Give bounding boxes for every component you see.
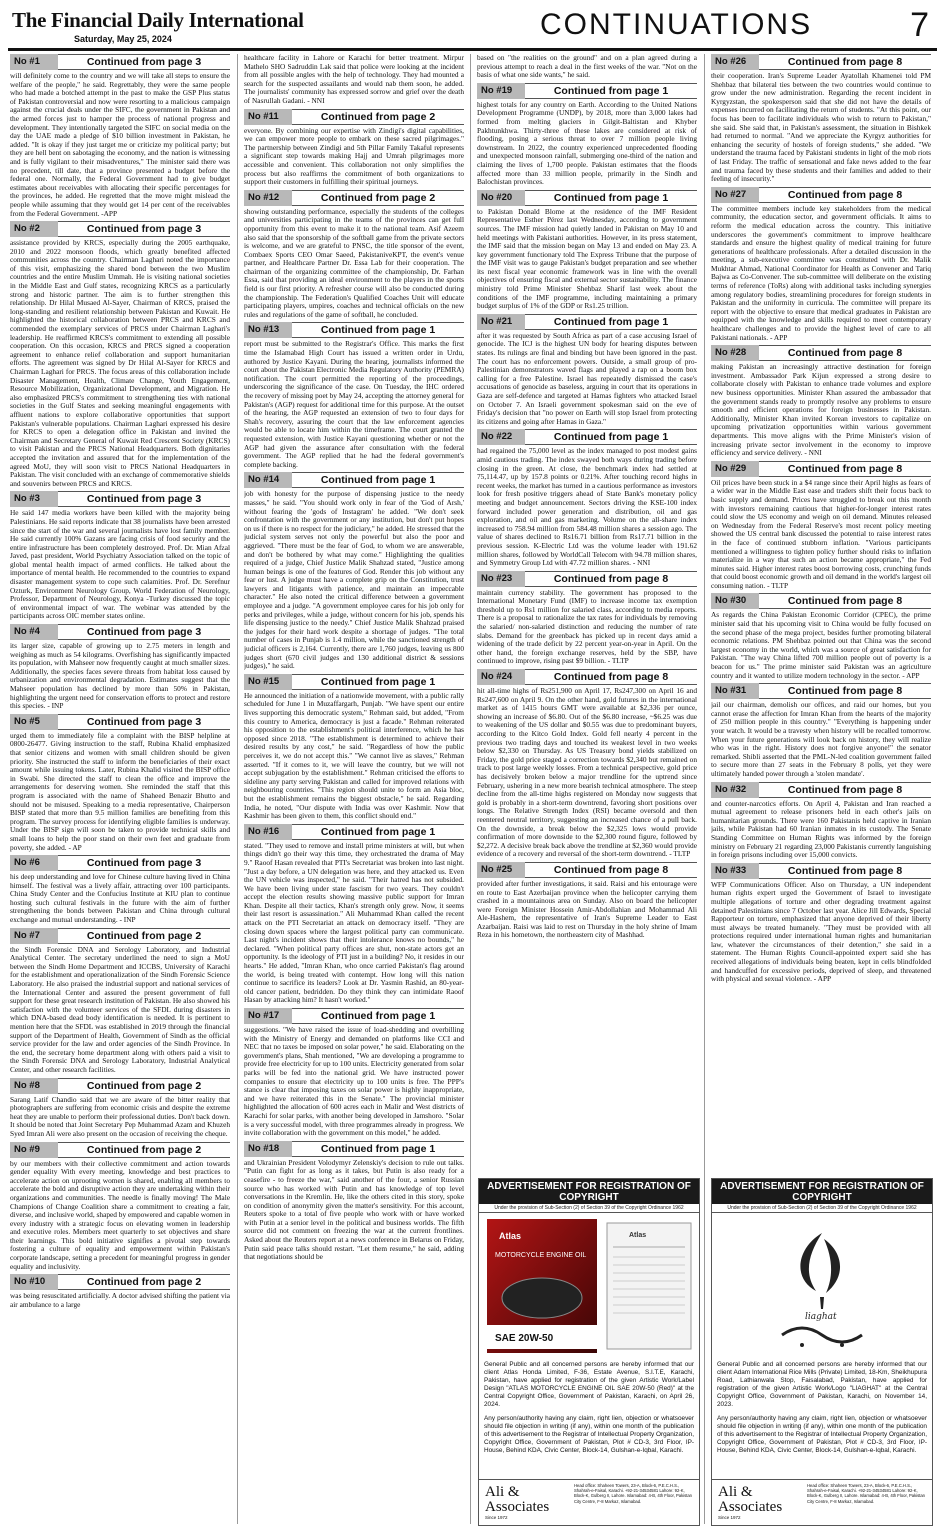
item-number: No #27 [711, 187, 759, 203]
article-text: hit all-time highs of Rs251,900 on April 17, Rs247,300 on April 16 and Rs247,600 on April 9. On the other hand, gold futures in the international market as of 1415 hours GMT were available at $2,336 per ounce, showing an increase of $6.80. Out of the $6.80 increase, ~$6.25 was due to weakening of the US dollar and $0.55 was due to predominant buyers, according to the Kitco Gold Index. Gold fell nearly 4 percent in the previous two trading days and touched its weakest level in two weeks below $2,330 on Thursday. As US Treasury bond yields stabilized on Friday, the gold price staged a correction towards $2,340 but remained on track to post large weekly losses. From a technical perspective, gold price has decisively broken below a major trendline for the uptrend since February, ushering in a new more bearish technical atmosphere. The steep decline from the all-time highs registered on Monday now suggests that gold is probably in a short-term downtrend, favoring short positions over longs. The Relative Strength Index (RSI) became oversold and then reentered neutral territory, suggesting an increased chance of a pull back. On the downside, a break below the $2,325 lows would provide confirmation of more downside to the $2,300 round figure, followed by $2,272. A decisive break back above the trendline at $2,360 would provide evidence of a recovery and reversal of the short-term downtrend. - TLTP [477, 686, 697, 859]
item-number: No #22 [477, 429, 525, 445]
article-text: As regards the China Pakistan Economic Corridor (CPEC), the prime minister said that his upcoming visit to China would be fully focused on the second phase of the mega project, besides further promoting bilateral economic relations. PM Shehbaz pointed out that China was the second largest economy in the world, which was a source of great satisfaction for Pakistan. "The way China lifted 700 million people out of poverty is a beacon for us." The prime minister said Pakistan was an agriculture country and it wanted to utilize modern technology in the sector. - APP [711, 610, 931, 680]
continuation-item [477, 314, 697, 427]
article-text: will definitely come to the country and we will take all steps to ensure the welfare of the people," he said. Regrettably, they were the same people who had made a botched attempt in the past to make the GSP Plus status of Pakistan controversial and now were resorting to a malicious campaign against the crucial deals under the SIFC, the government in Pakistan and the armed forces just to hamper the process of national progress and development. They intentionally targeted the SIFC on social media on the day the UAE made a pledge of $10 billion investment in Pakistan, he added. "It is okay if they just target me or criticize my political party; but they are hell bent on sabotaging the economy, and the nation is witnessing and is fully vigilant to their misadventures," The minister said there was no precedent, till date, that a province presented a budget before the federal one. Normally, the Federal Government had to give budget estimates about receivables with allocating their specific percentages for the provinces, he added. He regretted that the move might mislead the people while assuming that they would get 14 per cent of the receivables from the Federal Government. -APP [10, 71, 230, 218]
item-number: No #18 [244, 1141, 292, 1157]
continuation-header [244, 1141, 464, 1157]
continuation-header [10, 1078, 230, 1094]
continuation-header [10, 54, 230, 70]
continued-from-label: Continued from page 3 [58, 221, 230, 237]
continuation-item [711, 461, 931, 591]
article-text: and Ukrainian President Volodymyr Zelenskiy's decision to rule out talks. "Putin can fight for as long as it takes, but Putin is also ready for a ceasefire - to freeze the war," said another of the four, a senior Russian source who has worked with Putin and has knowledge of top level conversations in the Kremlin. He, like the others cited in this story, spoke on condition of anonymity given the matter's sensitivity. For this account, Reuters spoke to a total of five people who work with or have worked with Putin at a senior level in the political and business worlds. The fifth source did not comment on freezing the war at the current frontlines. Asked about the Reuters report at a news conference in Belarus on Friday, Putin said peace talks should restart. "Let them resume," he said, adding that negotiations should be [244, 1157, 464, 1262]
continuation-item [10, 221, 230, 488]
continued-from-label: Continued from page 8 [525, 862, 697, 878]
continuation-header [477, 862, 697, 878]
continuation-header [10, 491, 230, 507]
item-number: No #19 [477, 83, 525, 99]
article-text: had regained the 75,000 level as the index managed to post modest gains amid cautious trading. The index swayed both ways during trading before closing in the green. At close, the benchmark index had settled at 75,114.47, up by 157.8 points or 0.21%. After touching record highs in recent weeks, the market has turned in a cautious performance as investors look for fresh positive triggers ahead of State Bank's monetary policy meeting and budget announcement. Sectors driving the KSE-100 index forward included power generation and distribution, oil and gas exploration, and oil and gas marketing. Volume on the all-share index increased to 758.94 million from 584.48 million shares a session ago. The value of shares declined to Rs16.71 billion from Rs17.71 billion in the previous session. K-Electric Ltd was the volume leader with 191.62 million shares, followed by WorldCall Telecom with 94.78 million shares, and Symmetry Group Ltd with 47.72 million shares. - NNI [477, 446, 697, 568]
continued-from-label: Continued from page 1 [292, 322, 464, 338]
article-text: WFP Communications Officer. Also on Thursday, a UN independent human rights expert urged the Government of Israel to investigate multiple allegations of torture and other degrading treatment against detained Palestinians since 7 October last year. Alice Jill Edwards, Special Rapporteur on torture, emphasized that anyone deprived of their liberty must always be treated humanely. "They must be provided with all protections required under international human rights and humanitarian law, whatever the circumstances of their detention," she said in a statement. The Human Rights Council-appointed expert said she has received allegations of individuals being beaten, kept in cells blindfolded and handcuffed for excessive periods, deprived of sleep, and threatened with physical and sexual violence. - APP [711, 879, 931, 984]
continuation-item [244, 190, 464, 320]
article-text: urged them to immediately file a complaint with the BISP helpline at 0800-26477. Giving instruction to the staff, Rubina Khalid emphasized that senior citizens and women with small children should be given priority. She instructed the staff to inform the beneficiaries of their exact amount while issuing tokens. Later, Rubina Khalid visited the BISP office in Swabi. She directed the staff to clean the office and improve the arrangements for deserving women. She reminded the staff that this program is associated with the name of Shaheed Benazir Bhutto and should not be misused. Speaking to a media representative, Chairperson BISP stated that more than 9.5 million families are benefiting from this program. The survey process for identifying eligible families is underway. Under the BISP sign will soon be taken to provide technical skills and small loans to help the poor stand on their own feet and graduate from poverty, she added. - AP [10, 730, 230, 852]
item-number: No #5 [10, 714, 58, 730]
continued-from-label: Continued from page 2 [292, 109, 464, 125]
item-number: No #33 [711, 863, 759, 879]
continuation-item [10, 54, 230, 218]
continuation-item [711, 345, 931, 458]
advertiser-name-2: Associates [485, 1499, 550, 1515]
article-text: The committee members include key stakeholders from the medical community, the education sector, and government officials. It aims to reform the medical education across the country. This initiative underscores the government's commitment to improve healthcare standards and ensure the highest quality of medical training for future generations of healthcare professionals. After a detailed discussion in the meeting, a sub-executive committee was constituted with Dr. Malik Mukhtar Ahmad, National Coordinator for Health as Convener and Tariq Bajwa as Co-Convener. The sub-committee will deliberate on the existing terms of reference (ToRs) along with additional tasks including synergies among regulatory bodies, streamlining procedures for foreign students in Pakistan and the uniformity in curricula. The committee will prepare its report with the objective to ensure that medical graduates in Pakistan are equipped with the knowledge and skills required to meet contemporary healthcare challenges and to provide the highest level of care to all Pakistani nationals. - APP [711, 203, 931, 342]
masthead [8, 6, 937, 46]
advertiser-footer [479, 1479, 699, 1525]
article-text: He announced the initiation of a nationwide movement, with a public rally scheduled for June 1 in Muzaffargarh, Punjab. "We have spent our entire lives supporting this democratic system," Rehman said, but added, "From this country to America, democracy is just a facade." Rehman reiterated his opposition to the establishment's political interference, which he has opposed since 2018. "The establishment is determined to achieve their desired results by any cost," he said. "Regardless of how the public perceives it, we do not accept this." "We cannot live as slaves," Rehman asserted. "If it comes to it, we will leave the country, but we will not accept subjugation by the establishment." Rehman criticised the efforts to sideline any party serving Pakistan and called for improved relations with neighbouring countries. "This region should unite to form an Asia bloc, but the establishment remains the biggest obstacle," he said. Regarding India, he noted, "Our dispute with India was over Kashmir. Now that Kashmir has been given to them, this conflict should end." [244, 690, 464, 821]
article-text: jail our chairman, demolish our offices, and raid our homes, but you cannot erase the affection for Imran Khan from the hearts of the majority of 250 million people in this country." "Everything is happening under your watch. It would be a travesty when history will be recalled tomorrow. When your future generations will look back on history, they will realize who was in the right. History does not forgive anyone!" the senator remarked. Shibli asserted that the PML-N-led coalition government failed to secure more than 27 seats in the February 8 polls, yet they were ultimately handed power through a 'stolen mandate'. [711, 700, 931, 778]
advertiser-since: Since 1972 [718, 1515, 741, 1520]
article-text: their cooperation. Iran's Supreme Leader Ayatollah Khamenei told PM Shehbaz that bilateral ties between the two countries would continue to grow under the new administration. Regarding the recent incident in Kyrgyzstan, the spokesperson said that she did not have the details of expenses incurred on facilitating the return of students. "At this point, our focus has been to facilitate individuals who wish to return to Pakistan," she said. She said that, in Pakistan's assessment, the situation in Bishkek had returned to normal. "And we appreciate the Kyrgyz authorities for enhancing the security of hostels of foreign students," she added. "We understand the trauma faced by Pakistani students in light of the mob riots of last Friday. The traffic of sensational and fake news added to the fear and trauma faced by these students and their families and added to their feeling of insecurity." [711, 71, 931, 184]
item-number: No #21 [477, 314, 525, 330]
continuation-header [711, 187, 931, 203]
continuation-item [711, 593, 931, 680]
continuation-header [10, 855, 230, 871]
article-text: making Pakistan an increasingly attractive destination for foreign investment. Ambassador Park Kijun expressed a strong desire to collaborate closely with Pakistan to enhance trade volumes and explore new business opportunities. Minister Khan assured the ambassador that the government stands ready to promptly resolve any problems to ensure smooth and efficient operations for foreign businesses in Pakistan. Additionally, Minister Khan invited Korean investors to capitalize on upcoming privatization opportunities within various government departments. This move aligns with the Prime Minister's vision of increasing private sector involvement in the economy to improve efficiency and service delivery. - NNI [711, 362, 931, 458]
engine-oil-label-image [479, 1213, 699, 1358]
article-text: his deep understanding and love for Chinese culture having lived in China himself. The festival was a lively affair, attracting over 100 participants. China Study Center and the Confucius Institute at KIU plan to continue hosting such cultural festivals in the future with the aim of further strengthening the bonds between Pakistan and China through cultural exchange and mutual understanding. - INP [10, 872, 230, 925]
continued-from-label: Continued from page 2 [58, 1274, 230, 1290]
continuation-header [477, 429, 697, 445]
item-number: No #17 [244, 1008, 292, 1024]
continuation-header [244, 472, 464, 488]
continuation-header [711, 593, 931, 609]
ad-subtitle: Under the provision of Sub-Section (2) of Section 39 of the Copyright Ordinance 1962 [712, 1204, 932, 1213]
continuation-item [477, 429, 697, 567]
continued-from-label: Continued from page 8 [759, 863, 931, 879]
column-1 [10, 54, 230, 1526]
item-number: No #14 [244, 472, 292, 488]
continued-from-label: Continued from page 3 [58, 624, 230, 640]
continuation-item [477, 54, 697, 80]
page-number: 7 [910, 6, 929, 44]
continued-from-label: Continued from page 1 [292, 472, 464, 488]
article-text: everyone. By combining our expertise with Zindigi's digital capabilities, we can empower more people to embark on these sacred pilgrimages." The partnership between Zindigi and 5th Pillar Family Takaful represents a significant step towards making Hajj and Umrah pilgrimages more accessible and convenient. This collaboration not only simplifies the process but also reaffirms the commitment of both organizations to support their customers in fulfilling their spiritual journeys. [244, 125, 464, 187]
continuation-item [477, 190, 697, 311]
continuation-item [711, 782, 931, 860]
continued-from-label: Continued from page 8 [759, 782, 931, 798]
continuation-header [244, 824, 464, 840]
ad-notice: General Public and all concerned persons are hereby informed that our client Adam International Rice Mills (Private) Limited, 18-Km, Sheikhupura Road, Lathianwala Stop, Faisalabad, Pakistan, have applied for registration of the given Artistic Work/Logo "LIAGHAT" at the Central Copyright Office, Government of Pakistan, Karachi, on November 14, 2023. [717, 1361, 927, 1408]
atlas-brand-back: Atlas [629, 1232, 647, 1239]
advertiser-address: Head office: Shaheen Towers, 23-A, Block-6, P.E.C.H.S., Shahrah-e-Faisal, Karachi. +92-21-34534581 Lahore: 92-K, Block-K, Gulberg II, Lahore. Islamabad: 4-B, 4th Floor, Pakistan City Centre, F-8 Markaz, Islamabad. [807, 1483, 926, 1504]
item-number: No #24 [477, 669, 525, 685]
continuation-item [244, 322, 464, 469]
continuation-header [244, 190, 464, 206]
column-2 [244, 54, 464, 1526]
article-text: healthcare facility in Lahore or Karachi for better treatment. Mirpur Mathelo SHO Sadruddin Lak said that police were looking at the incident from all possible angles with the help of technology. They had mounted a search for the suspected assailants and would nab them soon, he added. The journalists' community has expressed sorrow and grief over the death of Nasrullah Gadani. - NNI [244, 54, 464, 105]
item-number: No #32 [711, 782, 759, 798]
advertiser-name-2: Associates [718, 1499, 783, 1515]
copyright-ad-atlas [478, 1178, 700, 1526]
continuation-item [477, 669, 697, 859]
ad-title: ADVERTISEMENT FOR REGISTRATION OF COPYRIGHT [712, 1179, 932, 1204]
advertiser-name-1: Ali & [485, 1484, 520, 1500]
continued-from-label: Continued from page 3 [58, 54, 230, 70]
copyright-ad-liaghat [711, 1178, 933, 1526]
ad-notice: General Public and all concerned persons are hereby informed that our client Atlas Honda Limited, F-36, Estate Avenue, S.I.T.E, Karachi, Pakistan, have applied for registration of the given Artistic Work/Label Design "ATLAS MOTORCYCLE ENGINE OIL SAE 20W-50 (Red)" at the Central Copyright Office, Government of Pakistan, Karachi, on April 26, 2024. [484, 1361, 694, 1408]
advertiser-logo [479, 1480, 571, 1525]
continuation-header [477, 83, 697, 99]
continuation-header [10, 714, 230, 730]
item-number: No #25 [477, 862, 525, 878]
item-number: No #16 [244, 824, 292, 840]
continuation-header [711, 461, 931, 477]
continued-from-label: Continued from page 3 [58, 714, 230, 730]
article-text: was being resuscitated artificially. A doctor advised shifting the patient via air ambulance to a large [10, 1291, 230, 1309]
continuation-header [477, 669, 697, 685]
article-text: its larger size, capable of growing up to 2.75 meters in length and weighing as much as 54 kilograms. Overfishing has significantly impacted its population, with Mahseer now frequently caught at much smaller sizes. Additionally, the species faces severe threats from habitat loss caused by urbanization and environmental degradation. Estimates suggest that the Mahseer population has declined by more than 50% in Pakistan, highlighting the urgent need for conservation efforts to protect and restore this species. - INP [10, 641, 230, 711]
continuation-item [711, 54, 931, 184]
article-text: assistance provided by KRCS, especially during the 2005 earthquake, 2010 and 2022 monsoon floods, which greatly benefited affected communities across the country. Chairman Laghari noted the importance of this visit, emphasizing the shared bond between the two Muslim countries and the entire Muslim Ummah. He is visiting national societies in the Middle East and Gulf states, recognizing KRCS as a particularly strong and historic partner. The aim is to further strengthen this relationship. Dr Hilal Musaed Al-Sayer, Chairman of KRCS, praised the long-standing and resilient relationship between Pakistan and Kuwait. He highlighted the historical collaboration between PRCS and KRCS and commended the exemplary services of PRCS under Chairman Laghari's leadership. He reaffirmed KRCS's commitment to extending all possible cooperation. On this occasion, KRCS and PRCS signed a cooperation agreement to enhance relief collaboration and support humanitarian efforts. The agreement was signed by Dr Hilal Al-Sayer for KRCS and Chairman Laghari for PRCS. The focus areas of this collaboration include Disaster Management, Health, Climate Change, Youth Engagement, Resource Mobilization, Organizational Development, and Migration. He also emphasized PRCS's commitment to strengthening ties with national societies in the Gulf States and seeking meaningful engagements with affluent nations to explore collaborative opportunities that support Pakistan's vulnerable populations. Chairman Laghari expressed his desire for KRCS to open a delegation office in Pakistan and invited the Chairman and Secretary General of Kuwait Red Crescent Society (KRCS) to visit Pakistan and the PRCS National Headquarters. Both dignitaries accepted the invitation and assured that for the implementation of the agreed MoU, they will soon visit to PRCS National Headquarters in Pakistan. The visit concluded with an exchange of commemorative shields and souvenirs between PRCS and KRCS. [10, 238, 230, 488]
continuation-item [477, 571, 697, 666]
continued-from-label: Continued from page 8 [759, 345, 931, 361]
continued-from-label: Continued from page 1 [525, 190, 697, 206]
item-number: No #6 [10, 855, 58, 871]
continuation-header [244, 674, 464, 690]
continuation-item [711, 863, 931, 984]
column-divider [704, 54, 705, 1524]
item-number: No #26 [711, 54, 759, 70]
liaghat-brand: liaghat [805, 1312, 837, 1322]
item-number: No #12 [244, 190, 292, 206]
column-divider [470, 54, 471, 1524]
article-text: suggestions. "We have raised the issue of load-shedding and overbilling with the Ministry of Energy and demanded on platforms like CCI and NEC that no taxes be imposed on solar power," he said. Elaborating on the government's plans, Shah mentioned, "We are developing a programme to provide free electricity for up to 100 units. Electricity generated from solar parks will be fed into the national grid. We have instructed power companies to ensure that electricity up to 100 units is free. The PPP's stance is clear that imposing taxes on solar power is highly inappropriate, and we have reiterated this in the Senate." The provincial minister highlighted the allocation of 600 acres each in Malir and West districts of Karachi for solar parks, with another being developed in Jamshoro. "Solar is a very successful model, with three programmes already in progress. We invite collaboration with the government on this model," he added. [244, 1025, 464, 1138]
continued-from-label: Continued from page 1 [292, 1008, 464, 1024]
item-number: No #2 [10, 221, 58, 237]
article-text: Oil prices have been stuck in a $4 range since their April highs as fears of a wider war in the Middle East ease and traders shift their focus back to basic supply and demand. Prices have struggled to break out this month with investors remaining cautious that higher-for-longer interest rates could slow the US economy and weigh on oil demand. Minutes released on Wednesday from the Federal Reserve's most recent policy meeting showed the US central bank discussed the potential to raise interest rates in the face of continued stubborn inflation. "Various participants mentioned a willingness to tighten policy further should risks to inflation materialize in a way that such an action became appropriate," the Fed minutes said. Higher interest rates boost borrowing costs, crunching funds that could boost economic growth and oil demand in the world's largest oil consuming nation. - TLTP [711, 477, 931, 590]
continued-from-label: Continued from page 8 [525, 571, 697, 587]
continuation-header [711, 345, 931, 361]
advertiser-name-1: Ali & [718, 1484, 753, 1500]
continued-from-label: Continued from page 8 [759, 593, 931, 609]
advertiser-logo [712, 1480, 804, 1525]
continued-from-label: Continued from page 2 [58, 928, 230, 944]
article-text: showing outstanding performance, especially the students of the colleges and universities participating in the teams of the provinces can get full opportunity from this event to make it to the national team. Asif Azeem also said that the sponsorship of the softball game from the private sectors is welcome, and we are grateful to PNSC, the title sponsor of the event, Combaex Sports CEO Omar Saeed, PakistaniveKPT, the event's venue partner, and Healthcare Partner Dr. Essa Lab for their cooperation. The chairman of the organizing committee of the championship, Dr. Farhan Essa, said that providing an ideal environment to the players in the sports field is our first priority. A refresher course will also be conducted during the championship. The Federation's Qualified Coaches Unit will educate participating players, umpires, coaches and technical officials on the new rules and regulations of the game of softball, he concluded. [244, 206, 464, 319]
item-number: No #1 [10, 54, 58, 70]
continuation-item [10, 928, 230, 1075]
continued-from-label: Continued from page 1 [525, 83, 697, 99]
continuation-item [244, 1141, 464, 1262]
section-title: CONTINUATIONS [540, 8, 813, 41]
continuation-item [244, 472, 464, 670]
continuation-item [477, 862, 697, 940]
continuation-header [10, 221, 230, 237]
ad-objection: Any person/authority having any claim, right lien, objection or whatsoever should file objection in writing (if any), within one month of the publication of this advertisement to the Registrar of Intellectual Property Organization, Copyright Office, Government of Pakistan, Plot # CD-3, 3rd Floor, IP-House, Behind KDA, Civic Center, Block-14, Gulshan-e-Iqbal, Karachi. [717, 1415, 927, 1454]
continuation-item [10, 1274, 230, 1309]
item-number: No #3 [10, 491, 58, 507]
item-number: No #7 [10, 928, 58, 944]
continuation-header [10, 1142, 230, 1158]
ad-subtitle: Under the provision of Sub-Section (2) of Section 39 of the Copyright Ordinance 1962 [479, 1204, 699, 1213]
article-text: stated. "They used to remove and install prime ministers at will, but when things didn't go their way this time, they orchestrated the drama of May 9." Raoof Hasan revealed that PTI's Secretariat was broken into last night. "Just a day before, a UN delegation was here, and they attacked us. Even the UN vehicle was inspected," he said. "Their hatred has not subsided. We have been living under state fascism for two years. They couldn't accept the election results showing massive public support for Imran Khan. Despite all their tactics, Khan's strength only grew. Now, it seems their last resort is assassination." Ali Muhammad Khan called the recent attack on the PTI Secretariat an attack on democracy itself. "They are closing down spaces where the largest political party can communicate. Last night's incident shows that their intolerance knows no bounds," he declared. "When political party offices are shut, non-state actors get an opportunity. Is the ideology of PTI just in a building? No, it resides in our hearts." He added, "Imran Khan, who once carried Pakistan's flag around the world, is being treated with contempt. How long will this nation continue to sacrifice its leaders? Look at Dr. Yasmin Rashid, an 80-year-old cancer patient, bedridden. Do they think they can intimidate Raoof Hasan by attacking him? It hasn't worked." [244, 840, 464, 1005]
continued-from-label: Continued from page 1 [292, 824, 464, 840]
item-number: No #13 [244, 322, 292, 338]
paper-date: Saturday, May 25, 2024 [74, 34, 172, 44]
continued-from-label: Continued from page 3 [58, 491, 230, 507]
oil-grade: SAE 20W-50 [495, 1333, 554, 1344]
continuation-header [244, 109, 464, 125]
continuation-header [477, 190, 697, 206]
article-text: highest totals for any country on Earth. According to the United Nations Development Programme (UNDP), by 2018, more than 3,000 lakes had formed from melting glaciers in Gilgit-Baltistan and Khyber Pakhtunkhwa. Thirty-three of these lakes are considered at risk of flooding, posing a serious threat to over 7 million people living downstream. In 2022, the country experienced unprecedented flooding and unexpected monsoon rainfall, submerging one-third of the nation and claiming the lives of 1,700 people. Pakistan estimates that the floods affected more than 33 million people, primarily in the Sindh and Balochistan provinces. [477, 99, 697, 187]
item-number: No #20 [477, 190, 525, 206]
continued-from-label: Continued from page 2 [58, 1078, 230, 1094]
paper-name: The Financial Daily International [12, 8, 304, 32]
advertiser-address: Head office: Shaheen Towers, 23-A, Block-6, P.E.C.H.S., Shahrah-e-Faisal, Karachi. +92-21-34534581 Lahore: 92-K, Block-K, Gulberg II, Lahore. Islamabad: 4-B, 4th Floor, Pakistan City Centre, F-8 Markaz, Islamabad. [574, 1483, 693, 1504]
article-text: provided after further investigations, it said. Raisi and his entourage were en route to East Azerbaijan province when the helicopter carrying them crashed in a mountainous area on Sunday. Also on board the helicopter were Foreign Minister Hossein Amir-Abdollahian and Mohammad Ali Ale-Hashem, the representative of Iran's Supreme Leader to East Azarbaijan. Raisi was laid to rest on Thursday in the holy shrine of Imam Reza in his hometown, the northeastern city of Mashhad. [477, 878, 697, 940]
continued-from-label: Continued from page 2 [58, 1142, 230, 1158]
advertiser-footer [712, 1479, 932, 1525]
continuation-item [10, 624, 230, 711]
item-number: No #29 [711, 461, 759, 477]
continuation-header [711, 683, 931, 699]
article-text: He said 147 media workers have been killed with the majority being Palestinians. He said reports indicate that 38 journalists have been arrested since the start of the war and several journalists have lost family member. He said currently 100% Gazans are facing crisis of food security and the entire infrastructure has been completely destroyed. Prof. Dr. Mian Afzal Javed, past president, World Psychiatry Association talked on the topic of global mental health impact of armed conflicts. He talked about the importance of mental health. He recommended to the countries to expand disaster management system to cope such calamities. Prof. Dr. Serefnur Ozturk, Environment Neurology Group, World Federation of Neurology, Professor, Department of Neurology, Konya -Turkey discussed the topic of environmental impact of war. The webinar was attended by the participants across OIC member states online. [10, 508, 230, 621]
continuation-item [10, 1078, 230, 1139]
atlas-brand: Atlas [499, 1231, 522, 1241]
item-number: No #15 [244, 674, 292, 690]
advertiser-since: Since 1972 [485, 1515, 508, 1520]
continued-from-label: Continued from page 8 [759, 187, 931, 203]
continuation-item [10, 714, 230, 852]
item-number: No #10 [10, 1274, 58, 1290]
continuation-item [10, 1142, 230, 1272]
continuation-header [711, 54, 931, 70]
article-text: Sarang Latif Chandio said that we are aware of the bitter reality that photographers are suffering from economic crisis and despite the extreme heat they are unable to perform their professional duties. Don't back down. It should be noted that Joint Secretary Pep Muhammad Azam and Khuzeh Syed Imran Ali were also present on the occasion of receiving the cheque. [10, 1094, 230, 1138]
continued-from-label: Continued from page 1 [525, 314, 697, 330]
liaghat-logo-image [712, 1213, 932, 1358]
continuation-header [10, 624, 230, 640]
ad-title: ADVERTISEMENT FOR REGISTRATION OF COPYRIGHT [479, 1179, 699, 1204]
article-text: by our members with their collective commitment and action towards gender equality With every meeting, knowledge and best practices to accelerate action on uprooting women is shared, enabling all members to accelerate the bold and disruptive action they are undertaking within their organizations and communities. The needle is finally moving! The Male Champions of Change Coalition share a commitment to creating a fair, diverse, and inclusive world, shaped by empowered and capable women in every industry with a strategic focus on elevating women in leadership and executive roles. Members meet quarterly to set objectives and share their learnings. This bold initiative signifies a pivotal step towards fostering a culture of equality and empowerment within Pakistan's corporate landscape, setting a precedent for meaningful progress in gender equality and inclusivity. [10, 1158, 230, 1271]
product-name: MOTORCYCLE ENGINE OIL [495, 1252, 587, 1259]
continued-from-label: Continued from page 8 [759, 683, 931, 699]
continuation-item [711, 187, 931, 343]
continuation-item [244, 674, 464, 821]
item-number: No #11 [244, 109, 292, 125]
column-divider [237, 54, 238, 1524]
continuation-item [244, 109, 464, 187]
continuation-header [711, 863, 931, 879]
continued-from-label: Continued from page 1 [292, 674, 464, 690]
article-text: job with honesty for the purpose of dispensing justice to the needy masses," he said. "You should work only in fear of the 'God of Arsh,' without fearing the 'gods of Instagram' he added. "We don't seek confrontation with the government or any institution, but don't put hopes on us if there is no respect for the judiciary," he added. He stressed that the judicial system serves not only the powerful but also the poor and aggrieved. "There must be the fear of God, to whom we are answerable, and don't be bothered by what may come." Highlighting the qualities required of a judge, Chief Justice Malik Shahzad stated, "Justice among human beings is one of the features of God. Render this job without any fear or lust. A judge must have a complete grip on the Constitution, trust lawyers and litigants with patience, and maintain an impeccable character." He also noted the critical difference between a government employee and a judge. "A government employee cares for his job only for perks and privileges, while a judge, without concern for his job, spends his life dispensing justice to the needy." Chief Justice Malik Shahzad praised the judges for their hard work despite a shortage of judges. "The total number of cases in Punjab is 1.4 million, while the sanctioned strength of judicial officers is 2,164. Currently, there are 1,760 judges, leaving us 800 judges short (670 civil judges and 130 additional district & sessions judges)," he said. [244, 489, 464, 671]
continuation-item [477, 83, 697, 187]
item-number: No #28 [711, 345, 759, 361]
item-number: No #4 [10, 624, 58, 640]
continuation-item [244, 1008, 464, 1138]
continuation-header [711, 782, 931, 798]
continuation-item [244, 824, 464, 1005]
continued-from-label: Continued from page 8 [525, 669, 697, 685]
continuation-header [10, 928, 230, 944]
continued-from-label: Continued from page 8 [759, 54, 931, 70]
continuation-header [244, 322, 464, 338]
article-text: and counter-narcotics efforts. On April 4, Pakistan and Iran reached a mutual agreement to release prisoners held in each other's jails on humanitarian grounds. There were 160 Pakistanis held captive in Iranian jails, while Pakistan had 60 Iranian inmates in its custody. The Senate Standing Committee on Human Rights was informed by the foreign ministry on February 21 regarding 23,000 Pakistanis currently languishing in foreign prisons including over 15,000 convicts. [711, 798, 931, 860]
continued-from-label: Continued from page 1 [292, 1141, 464, 1157]
item-number: No #9 [10, 1142, 58, 1158]
continuation-header [477, 314, 697, 330]
continuation-header [477, 571, 697, 587]
item-number: No #31 [711, 683, 759, 699]
article-text: based on "the realities on the ground" and on a plan agreed during a previous attempt to reach a deal in the first weeks of the war. "Not on the basis of what one side wants," he said. [477, 54, 697, 80]
article-text: maintain currency stability. The government has proposed to the International Monetary Fund (IMF) to increase income tax exemption threshold up to Rs1 million for salaried class, according to media reports. There is a proposal to rationalize the tax rates for individuals by removing the salaried/ non-salaried distinction and reducing the number of rate slabs. Demand for the greenback has picked up in recent days amid a widening of the trade deficit by 22 percent year-on-year in April. On the other hand, the foreign exchange reserves, held by the SBP, have continued to improve, rising past $9 billion. - TLTP [477, 587, 697, 666]
column-3 [477, 54, 697, 1174]
article-text: report must be submitted to the Registrar's Office. This marks the first time the Islamabad High Court has issued a written order in Urdu, authored by Justice Kayani. During the hearing, journalists informed the court about the Pakistan Electronic Media Regulatory Authority (PEMRA) notification. The court permitted the reporting of the proceedings, underscoring the significance of the case. On Tuesday, the IHC ordered the recovery of missing poet by May 24, accepting the attorney general for Pakistan's (AGP) request for additional time for this purpose. At the outset of the hearing, the AGP requested an extension of two to four days for Shah's recovery, assuring the court that the law enforcement agencies would be able to locate him within the timeframe. The court granted the requested extension, with Justice Kayani questioning whether or not the AGP had given the assurance after consultation with the federal government. The AGP replied that he had the federal government's complete backing. [244, 339, 464, 469]
continuation-item [244, 54, 464, 106]
masthead-rule [8, 48, 937, 51]
continued-from-label: Continued from page 1 [525, 429, 697, 445]
article-text: after it was requested by South Africa as part of a case accusing Israel of genocide. The ICJ is the highest UN body for hearing disputes between states. Its rulings are final and binding but have been ignored in the past. The court has no enforcement powers. Outside, a small group of pro-Palestinian demonstrators waved flags and played a rap on a boom box calling for a free Palestine. Israel has repeatedly dismissed the case's accusations of genocide as baseless, arguing in court that its operations in Gaza are self-defence and targeted at Hamas fighters who attacked Israel on October 7. An Israeli government spokesman said on the eve of Friday's decision that "no power on Earth will stop Israel from protecting its citizens and going after Hamas in Gaza." [477, 330, 697, 426]
continued-from-label: Continued from page 8 [759, 461, 931, 477]
column-4 [711, 54, 931, 1174]
ad-objection: Any person/authority having any claim, right lien, objection or whatsoever should file objection in writing (if any), within one month of the publication of this advertisement to the Registrar of Intellectual Property Organization, Copyright Office, Government of Pakistan, Plot # CD-3, 3rd Floor, IP-House, Behind KDA, Civic Center, Block-14, Gulshan-e-Iqbal, Karachi. [484, 1415, 694, 1454]
item-number: No #23 [477, 571, 525, 587]
article-text: the Sindh Forensic DNA and Serology Laboratory, and Industrial Analytical Center. The secretary underlined the need to sign a MoU between the Sindh Home Department and ICCBS, University of Karachi for the establishment and operationalization of the Sindh Forensic Science Laboratory. He also praised the industrial support and national services of the International Center and assured the present government of full support for these great research institution of Pakistan. He also showed his satisfaction with the volunteer services of the SFDL during disasters in which DNA-based dead body identification is needed. It is pertinent to mention here that the SFDL was established in 2019 through the financial support of the Department of Health, Government of Sindh as the official service provider for the law and order agencies of the Sindh Province. In the end, the secretary home department along with others paid a visit to the Sindh Forensic DNA and Serology Laboratory, Industrial Analytical Center, and other research facilities. [10, 944, 230, 1074]
continuation-item [10, 855, 230, 925]
item-number: No #8 [10, 1078, 58, 1094]
continuation-item [10, 491, 230, 621]
continuation-item [711, 683, 931, 778]
continued-from-label: Continued from page 3 [58, 855, 230, 871]
continuation-header [10, 1274, 230, 1290]
continued-from-label: Continued from page 2 [292, 190, 464, 206]
continuation-header [244, 1008, 464, 1024]
item-number: No #30 [711, 593, 759, 609]
article-text: to Pakistan Donald Blome at the residence of the IMF Resident Representative Esther Pérez last Wednesday, according to government sources. The IMF mission had quietly landed in Pakistan on May 10 and held meetings with Pakistani authorities. However, in its press statement, the IMF said that the mission began on May 13 and ended on May 23. A key government functionary told The Express Tribune that the purpose of the IMF visit was to gauge Pakistan's budget preparation and see whether its next fiscal year economic framework was in line with the overall objectives of ensuring fiscal and external sector sustainability. The finance ministry told Prime Minister Shehbaz Sharif last week about the conditions of the IMF programme, including maintaining a primary budget surplus of 1% of the GDP or Rs1.25 trillion. [477, 206, 697, 311]
